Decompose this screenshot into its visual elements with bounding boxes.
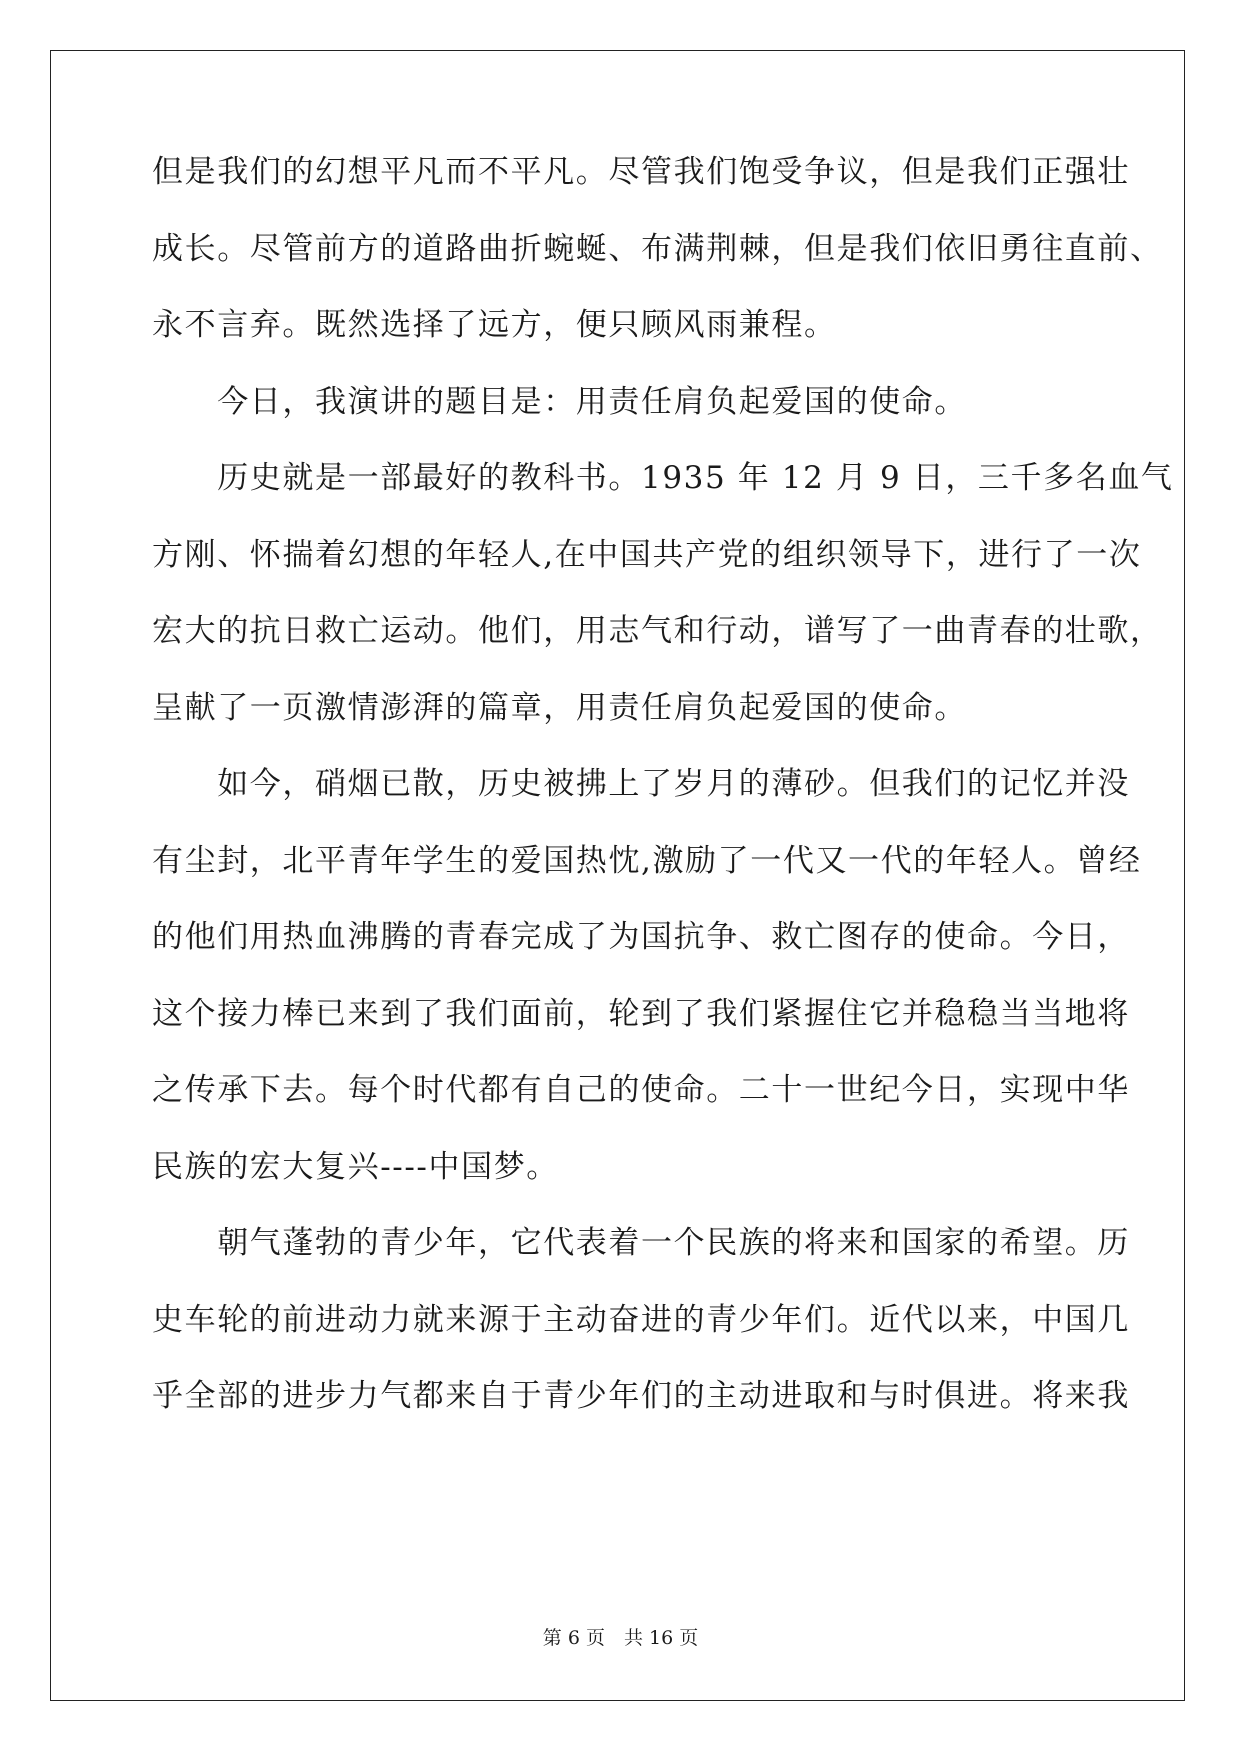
text-line: 这个接力棒已来到了我们面前，轮到了我们紧握住它并稳稳当当地将 (152, 996, 1130, 1032)
text-line: 永不言弃。既然选择了远方，便只顾风雨兼程。 (152, 307, 837, 343)
text-line: 的他们用热血沸腾的青春完成了为国抗争、救亡图存的使命。今日， (152, 919, 1130, 955)
text-line: 历史就是一部最好的教科书。1935 年 12 月 9 日，三千多名血气 (152, 460, 1174, 496)
text-line: 有尘封，北平青年学生的爱国热忱,激励了一代又一代的年轻人。曾经 (152, 843, 1142, 879)
text-line: 呈献了一页激情澎湃的篇章，用责任肩负起爱国的使命。 (152, 690, 967, 726)
text-line: 民族的宏大复兴----中国梦。 (152, 1149, 559, 1185)
text-line: 今日，我演讲的题目是：用责任肩负起爱国的使命。 (152, 384, 967, 420)
text-line: 如今，硝烟已散，历史被拂上了岁月的薄砂。但我们的记忆并没 (152, 766, 1130, 802)
text-line: 史车轮的前进动力就来源于主动奋进的青少年们。近代以来，中国几 (152, 1302, 1130, 1338)
text-line: 乎全部的进步力气都来自于青少年们的主动进取和与时俱进。将来我 (152, 1378, 1130, 1414)
text-line: 之传承下去。每个时代都有自己的使命。二十一世纪今日，实现中华 (152, 1072, 1130, 1108)
text-line: 成长。尽管前方的道路曲折蜿蜒、布满荆棘，但是我们依旧勇往直前、 (152, 231, 1163, 267)
page-number: 第 6 页 共 16 页 (542, 1627, 699, 1649)
text-line: 方刚、怀揣着幻想的年轻人,在中国共产党的组织领导下，进行了一次 (152, 537, 1142, 573)
text-line: 朝气蓬勃的青少年，它代表着一个民族的将来和国家的希望。历 (152, 1225, 1130, 1261)
text-line: 但是我们的幻想平凡而不平凡。尽管我们饱受争议，但是我们正强壮 (152, 154, 1130, 190)
text-line: 宏大的抗日救亡运动。他们，用志气和行动，谱写了一曲青春的壮歌， (152, 613, 1163, 649)
